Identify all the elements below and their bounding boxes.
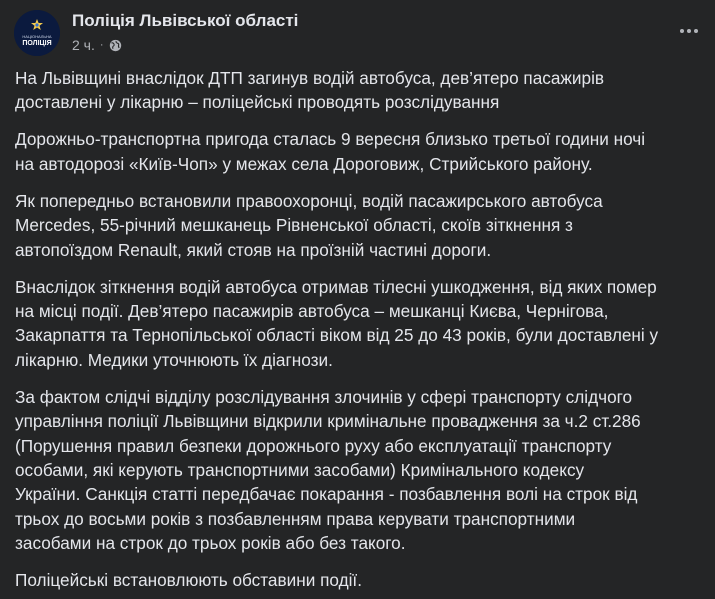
post-body [15, 66, 705, 599]
more-options-icon [680, 29, 684, 33]
post-header [14, 10, 704, 58]
paragraph-line: автопоїздом Renault, який стояв на проїзній частині дороги. [15, 239, 492, 260]
paragraph-line: особами, які керують транспортними засобами) Кримінального кодексу [15, 460, 585, 481]
post-timestamp[interactable]: 2 ч. [72, 37, 95, 53]
paragraph-line: доставлені у лікарню – поліцейські проводять розслідування [15, 92, 500, 113]
page-name-link[interactable]: Поліція Львівської області [72, 11, 299, 30]
paragraph-line: За фактом слідчі відділу розслідування злочинів у сфері транспорту слідчого [15, 386, 633, 407]
paragraph-line: України. Санкція статті передбачає покарання - позбавлення волі на строк від [15, 484, 638, 505]
post-meta [72, 37, 122, 53]
paragraph-line: (Порушення правил безпеки дорожнього руху або експлуатації транспорту [15, 435, 612, 456]
post-paragraph [15, 66, 705, 115]
post-paragraph [15, 568, 705, 592]
post-paragraph [15, 127, 705, 176]
police-logo-icon [14, 10, 60, 56]
more-options-button[interactable] [674, 16, 704, 46]
paragraph-line: Поліцейські встановлюють обставини події. [15, 570, 362, 591]
avatar-text: ПОЛІЦІЯ [22, 40, 52, 47]
paragraph-line: трьох до восьми років з позбавленням права керувати транспортними [15, 508, 576, 529]
more-options-dot [687, 29, 691, 33]
post-paragraph [15, 385, 705, 556]
paragraph-line: Закарпаття та Тернопільської області віком від 25 до 43 років, були доставлені у [15, 325, 659, 346]
post-paragraph [15, 275, 705, 373]
paragraph-line: Внаслідок зіткнення водій автобуса отримав тілесні ушкодження, від яких помер [15, 276, 657, 297]
post-paragraph [15, 189, 705, 262]
paragraph-line: лікарню. Медики уточнюють їх діагнози. [15, 349, 333, 370]
paragraph-line: Як попередньо встановили правоохоронці, водій пасажирського автобуса [15, 190, 603, 211]
more-options-dot [694, 29, 698, 33]
avatar-subtext: НАЦІОНАЛЬНА [22, 34, 52, 39]
paragraph-line: управління поліції Львівщини відкрили кримінальне провадження за ч.2 ст.286 [15, 411, 641, 432]
paragraph-line: Дорожньо-транспортна пригода сталась 9 вересня близько третьої години ночі [15, 129, 646, 150]
meta-separator: · [99, 39, 104, 51]
avatar[interactable] [14, 10, 60, 56]
paragraph-line: На Львівщині внаслідок ДТП загинув водій автобуса, дев’ятеро пасажирів [15, 68, 605, 88]
paragraph-line: на місці події. Дев’ятеро пасажирів автобуса – мешканці Києва, Чернігова, [15, 301, 609, 322]
paragraph-line: засобами на строк до трьох років або без такого. [15, 533, 406, 554]
paragraph-line: на автодорозі «Київ-Чоп» у межах села Дороговиж, Стрийського району. [15, 153, 593, 174]
paragraph-line: Mercedes, 55-річний мешканець Рівненської області, скоїв зіткнення з [15, 215, 573, 236]
globe-icon[interactable] [109, 39, 122, 52]
